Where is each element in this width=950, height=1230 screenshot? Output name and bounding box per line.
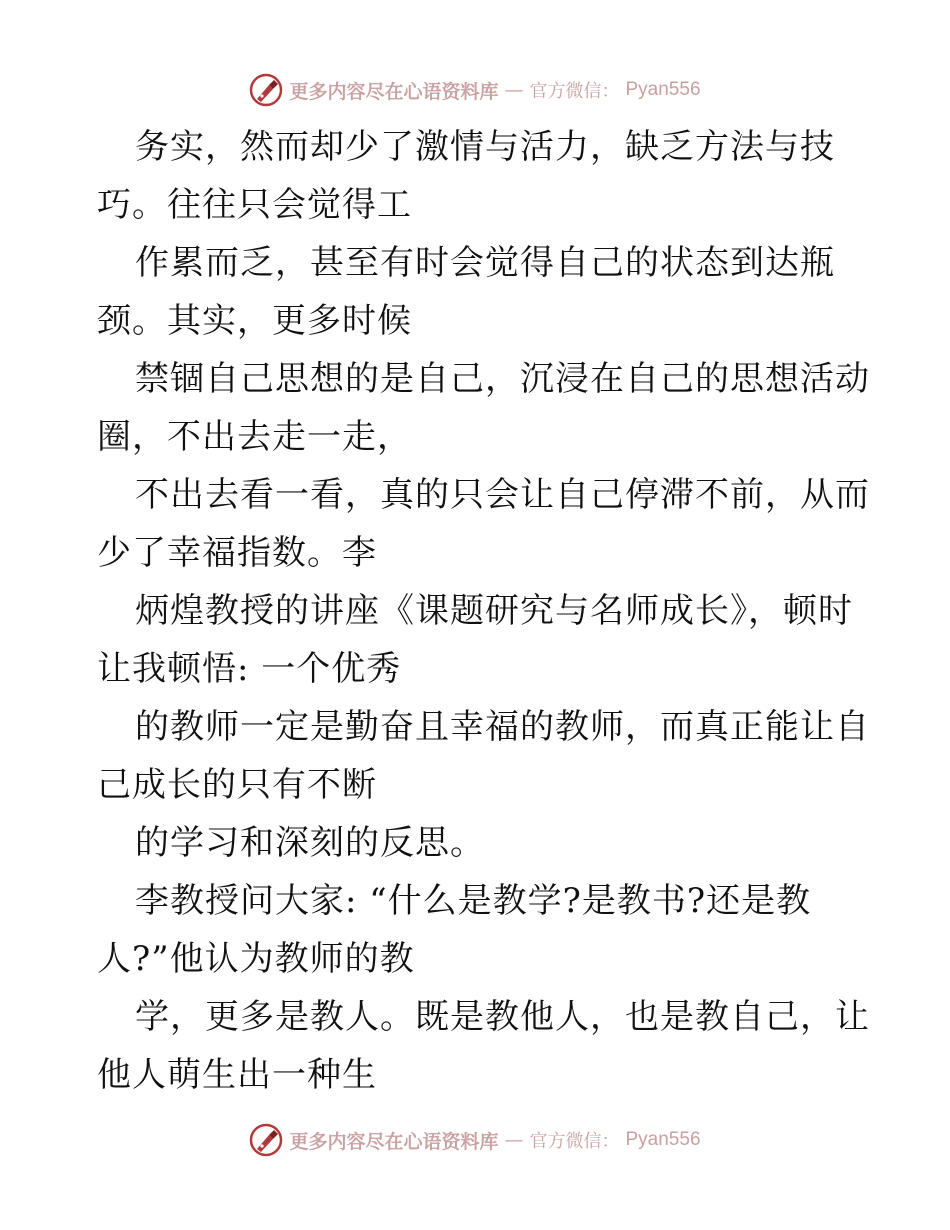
text-line: 禁锢自己思想的是自己，沉浸在自己的思想活动 [135, 359, 870, 399]
header-banner [0, 70, 950, 110]
text-line: 少了幸福指数。李 [97, 533, 377, 573]
footer-banner [0, 1120, 950, 1160]
footer-wechat-id: Pyan556 [625, 1129, 701, 1150]
text-line: 让我顿悟: 一个优秀 [97, 649, 402, 689]
text-line: 作累而乏，甚至有时会觉得自己的状态到达瓶 [135, 243, 835, 283]
text-line: 己成长的只有不断 [97, 765, 377, 805]
footer-dash: — [504, 1129, 524, 1151]
text-line: 颈。其实，更多时候 [97, 301, 412, 341]
text-line: 圈，不出去走一走， [97, 417, 412, 457]
text-line: 的教师一定是勤奋且幸福的教师，而真正能让自 [135, 707, 870, 747]
text-line: 学，更多是教人。既是教他人，也是教自己，让 [135, 997, 870, 1037]
document-body [97, 118, 870, 1104]
pen-logo-icon [249, 1123, 283, 1157]
header-banner-content [249, 73, 700, 107]
header-wechat-label: 官方微信： [529, 81, 620, 102]
header-dash: — [504, 79, 524, 101]
footer-wechat-label: 官方微信： [529, 1131, 620, 1152]
footer-banner-content [249, 1123, 700, 1157]
pen-logo-icon [249, 73, 283, 107]
text-line: 巧。往往只会觉得工 [97, 185, 412, 225]
text-line: 务实，然而却少了激情与活力，缺乏方法与技 [135, 127, 835, 167]
footer-site-name: 更多内容尽在心语资料库 [289, 1130, 499, 1153]
text-line: 的学习和深刻的反思。 [135, 823, 485, 863]
text-line: 他人萌生出一种生 [97, 1055, 377, 1095]
header-wechat-id: Pyan556 [625, 79, 701, 100]
text-line: 人?”他认为教师的教 [97, 939, 415, 979]
text-line: 炳煌教授的讲座《课题研究与名师成长》，顿时 [135, 591, 853, 631]
header-site-name: 更多内容尽在心语资料库 [289, 80, 499, 103]
text-line: 李教授问大家: “什么是教学?是教书?还是教 [135, 881, 812, 921]
text-line: 不出去看一看，真的只会让自己停滞不前，从而 [135, 475, 870, 515]
